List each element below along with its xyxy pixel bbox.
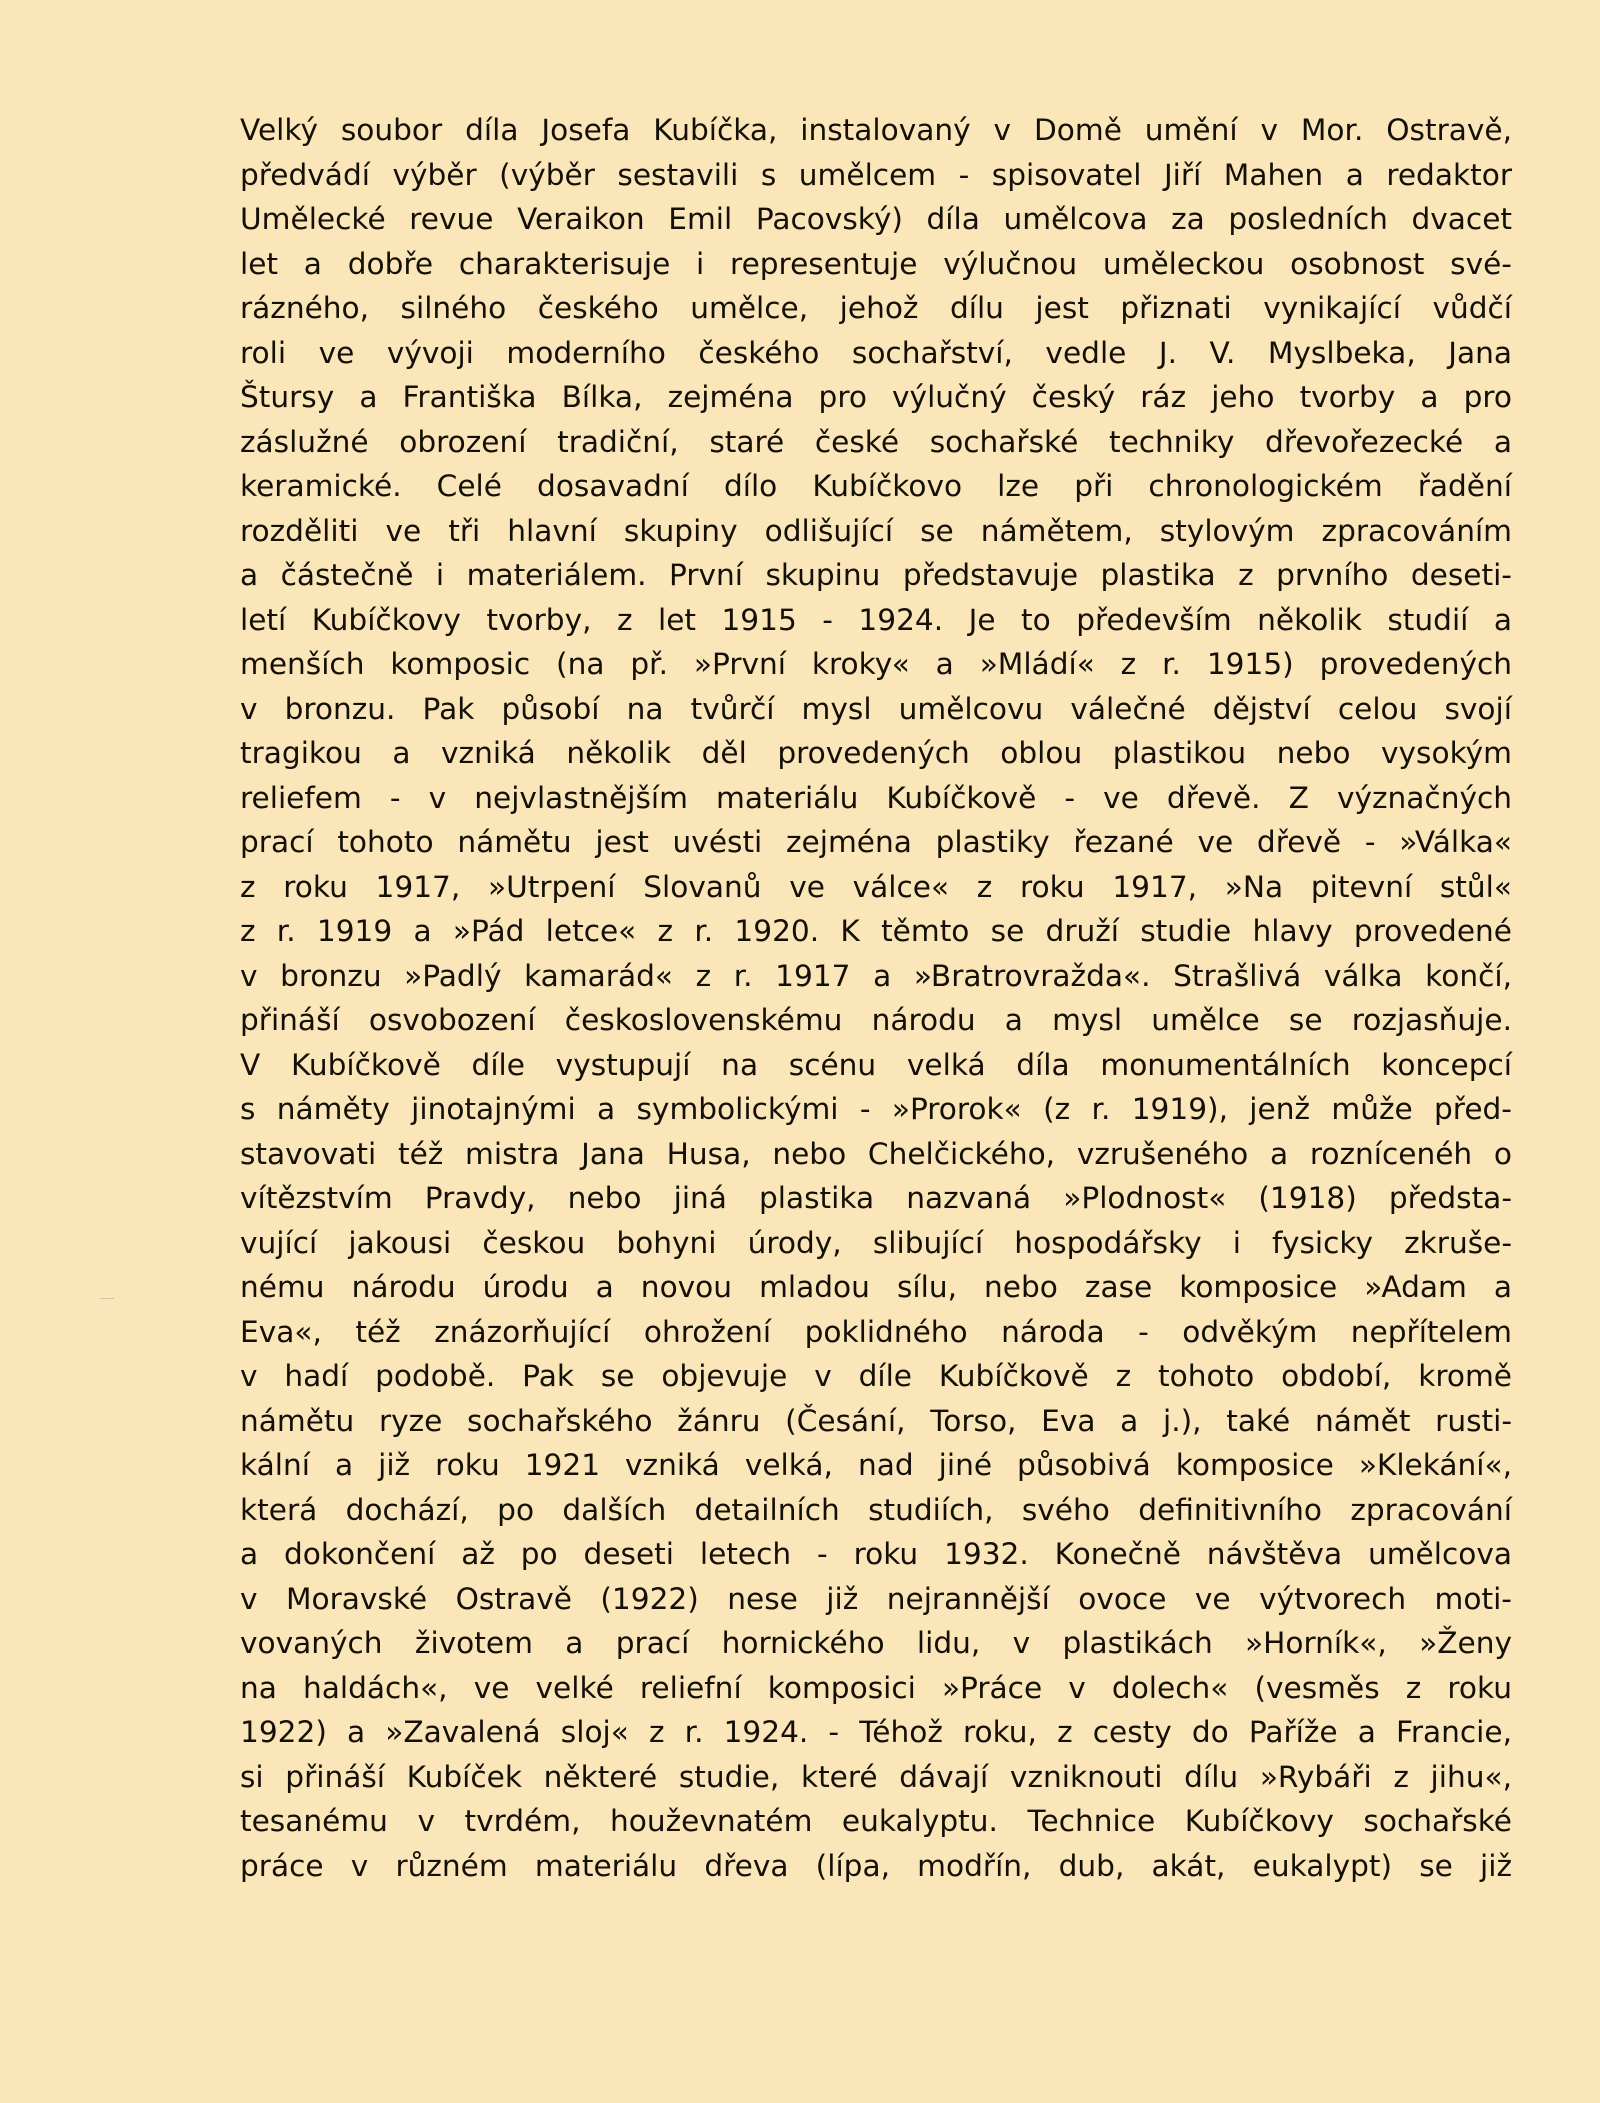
text-line: V Kubíčkově díle vystupují na scénu velká díla monumentálních koncepcí xyxy=(240,1047,1512,1082)
text-line: keramické. Celé dosavadní dílo Kubíčkovo lze při chronologickém řadění xyxy=(240,469,1512,503)
text-line: si přináší Kubíček některé studie, které dávají vzniknouti dílu »Rybáři z jihu«, xyxy=(240,1759,1512,1794)
text-line: z roku 1917, »Utrpení Slovanů ve válce« z roku 1917, »Na pitevní stůl« xyxy=(240,869,1512,904)
text-line: na haldách«, ve velké reliefní komposici »Práce v dolech« (vesměs z roku xyxy=(240,1670,1512,1705)
text-line: a dokončení až po deseti letech - roku 1932. Konečně návštěva umělcova xyxy=(240,1537,1512,1571)
body-text xyxy=(240,108,1512,1888)
text-line: stavovati též mistra Jana Husa, nebo Chelčického, vzrušeného a roznícenéh o xyxy=(240,1136,1512,1171)
text-line: nému národu úrodu a novou mladou sílu, nebo zase komposice »Adam a xyxy=(240,1270,1512,1304)
text-line: vovaných životem a prací hornického lidu, v plastikách »Horník«, »Ženy xyxy=(240,1626,1512,1660)
text-line: prací tohoto námětu jest uvésti zejména plastiky řezané ve dřevě - »Válka« xyxy=(240,825,1512,859)
text-line: 1922) a »Zavalená sloj« z r. 1924. - Téhož roku, z cesty do Paříže a Francie, xyxy=(240,1715,1512,1749)
text-line: předvádí výběr (výběr sestavili s umělcem - spisovatel Jiří Mahen a redaktor xyxy=(240,157,1512,192)
margin-tick xyxy=(100,1298,114,1299)
text-line: Eva«, též znázorňující ohrožení poklidného národa - odvěkým nepřítelem xyxy=(240,1314,1512,1349)
text-line: v hadí podobě. Pak se objevuje v díle Kubíčkově z tohoto období, kromě xyxy=(240,1359,1512,1393)
text-line: vítězstvím Pravdy, nebo jiná plastika nazvaná »Plodnost« (1918) předsta- xyxy=(240,1181,1512,1215)
text-line: menších komposic (na př. »První kroky« a »Mládí« z r. 1915) provedených xyxy=(240,647,1512,681)
text-line: v Moravské Ostravě (1922) nese již nejrannější ovoce ve výtvorech moti- xyxy=(240,1581,1512,1616)
text-line: přináší osvobození československému národu a mysl umělce se rozjasňuje. xyxy=(240,1003,1512,1037)
text-line: rázného, silného českého umělce, jehož dílu jest přiznati vynikající vůdčí xyxy=(240,291,1512,325)
text-line: námětu ryze sochařského žánru (Česání, Torso, Eva a j.), také námět rusti- xyxy=(240,1403,1512,1438)
text-line: s náměty jinotajnými a symbolickými - »Prorok« (z r. 1919), jenž může před- xyxy=(240,1092,1512,1126)
text-line: a částečně i materiálem. První skupinu představuje plastika z prvního deseti- xyxy=(240,558,1512,592)
text-line: práce v různém materiálu dřeva (lípa, modřín, dub, akát, eukalypt) se již xyxy=(240,1848,1512,1883)
text-line: let a dobře charakterisuje i representuje výlučnou uměleckou osobnost své- xyxy=(240,246,1512,281)
text-line: roli ve vývoji moderního českého sochařství, vedle J. V. Myslbeka, Jana xyxy=(240,335,1512,370)
text-line: v bronzu. Pak působí na tvůrčí mysl umělcovu válečné dějství celou svojí xyxy=(240,691,1512,726)
text-line: v bronzu »Padlý kamarád« z r. 1917 a »Bratrovražda«. Strašlivá válka končí, xyxy=(240,958,1512,993)
text-line: Štursy a Františka Bílka, zejména pro výlučný český ráz jeho tvorby a pro xyxy=(240,380,1512,414)
text-line: která dochází, po dalších detailních studiích, svého definitivního zpracování xyxy=(240,1492,1512,1527)
text-line: kální a již roku 1921 vzniká velká, nad jiné působivá komposice »Klekání«, xyxy=(240,1448,1512,1482)
text-line: letí Kubíčkovy tvorby, z let 1915 - 1924. Je to především několik studií a xyxy=(240,602,1512,637)
text-line: záslužné obrození tradiční, staré české sochařské techniky dřevořezecké a xyxy=(240,424,1512,459)
text-line: z r. 1919 a »Pád letce« z r. 1920. K těmto se druží studie hlavy provedené xyxy=(240,914,1512,948)
text-line: tragikou a vzniká několik děl provedených oblou plastikou nebo vysokým xyxy=(240,736,1512,770)
text-line: Umělecké revue Veraikon Emil Pacovský) díla umělcova za posledních dvacet xyxy=(240,202,1512,236)
text-line: Velký soubor díla Josefa Kubíčka, instalovaný v Domě umění v Mor. Ostravě, xyxy=(240,113,1512,147)
text-line: vující jakousi českou bohyni úrody, slibující hospodářsky i fysicky zkruše- xyxy=(240,1225,1512,1260)
text-line: tesanému v tvrdém, houževnatém eukalyptu. Technice Kubíčkovy sochařské xyxy=(240,1804,1512,1838)
text-line: rozděliti ve tři hlavní skupiny odlišující se námětem, stylovým zpracováním xyxy=(240,513,1512,548)
text-line: reliefem - v nejvlastnějším materiálu Kubíčkově - ve dřevě. Z význačných xyxy=(240,780,1512,815)
